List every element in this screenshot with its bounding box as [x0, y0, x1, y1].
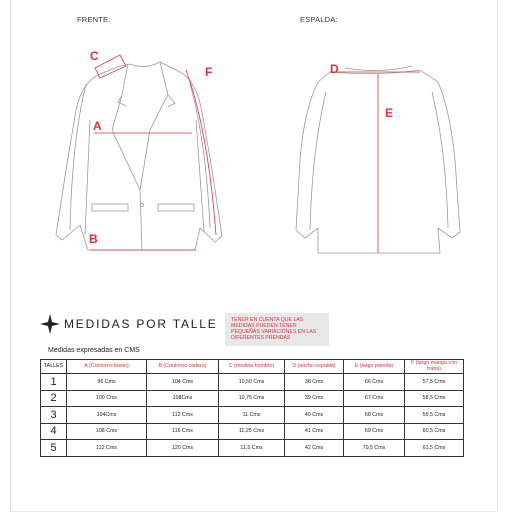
section-title [40, 314, 218, 334]
marker-f-line [186, 70, 216, 235]
front-body-outline [56, 62, 222, 250]
header-cell: F (largo manga con traba) [405, 360, 464, 374]
marker-d-label: D [330, 62, 339, 76]
table-cell: 112 Cms [147, 407, 219, 424]
header-cell: A (Contorno busto) [67, 360, 147, 374]
front-jacket [56, 62, 222, 250]
variation-note: TENER EN CUENTA QUE LAS MEDIDAS PUEDEN TENER PEQUEÑAS VARIACIONES EN LAS DIFERENTES PRENDAS [225, 313, 329, 346]
table-cell: 67 Cms [344, 390, 405, 407]
header-cell: D (ancho espalda) [285, 360, 344, 374]
section-title-text: MEDIDAS POR TALLE [64, 317, 218, 331]
header-cell: B (Contorno cadera) [147, 360, 219, 374]
size-table [40, 359, 464, 457]
table-row [41, 440, 464, 457]
table-cell: 70,5 Cms [344, 440, 405, 457]
size-cell: 5 [41, 440, 67, 457]
header-cell: TALLES [41, 360, 67, 374]
table-row [41, 407, 464, 424]
table-cell: 60,5 Cms [405, 423, 464, 440]
front-center-line [140, 190, 142, 250]
table-cell: 96 Cms [67, 374, 147, 391]
front-left-sleeve [70, 84, 90, 235]
table-cell: 39 Cms [285, 390, 344, 407]
front-measurements [90, 55, 216, 250]
table-cell: 42 Cms [285, 440, 344, 457]
table-cell: 108 Cms [67, 423, 147, 440]
table-cell: 69 Cms [344, 423, 405, 440]
marker-a-label: A [93, 119, 102, 133]
units-caption: Medidas expresadas en CMS [48, 347, 140, 354]
header-cell: C (medida hombro) [219, 360, 285, 374]
table-cell: 58,5 Cms [405, 390, 464, 407]
marker-e-label: E [385, 106, 394, 120]
marker-c-label: C [90, 49, 99, 63]
table-cell: 40 Cms [285, 407, 344, 424]
size-cell: 3 [41, 407, 67, 424]
table-cell: 104Cms [67, 407, 147, 424]
back-view-label: ESPALDA: [300, 15, 338, 24]
size-cell: 2 [41, 390, 67, 407]
table-cell: 66 Cms [344, 374, 405, 391]
table-header-row [41, 360, 464, 374]
table-cell: 68 Cms [344, 407, 405, 424]
table-cell: 38 Cms [285, 374, 344, 391]
table-cell: 116 Cms [147, 423, 219, 440]
table-row [41, 374, 464, 391]
table-cell: 104 Cms [147, 374, 219, 391]
marker-f-label: F [205, 65, 213, 79]
front-collar [112, 62, 168, 190]
table-row [41, 423, 464, 440]
marker-b-label: B [89, 232, 98, 246]
size-cell: 1 [41, 374, 67, 391]
table-cell: 59,5 Cms [405, 407, 464, 424]
table-cell: 11 Cms [219, 407, 285, 424]
front-left-pocket [92, 204, 128, 211]
table-cell: 57,5 Cms [405, 374, 464, 391]
back-measurements [330, 72, 420, 253]
front-button [141, 204, 144, 207]
back-left-sleeve [310, 92, 326, 230]
four-point-star-icon [40, 314, 60, 334]
table-cell: 61,5 Cms [405, 440, 464, 457]
table-cell: 108Cms [147, 390, 219, 407]
table-row [41, 390, 464, 407]
back-collar [345, 66, 412, 71]
front-lapel-notch [118, 95, 175, 107]
size-cell: 4 [41, 423, 67, 440]
table-cell: 11,25 Cms [219, 423, 285, 440]
front-view-label: FRENTE: [77, 15, 111, 24]
table-cell: 112 Cms [67, 440, 147, 457]
table-cell: 41 Cms [285, 423, 344, 440]
table-cell: 10,75 Cms [219, 390, 285, 407]
table-cell: 11,5 Cms [219, 440, 285, 457]
header-cell: E (largo prenda) [344, 360, 405, 374]
front-right-pocket [158, 204, 194, 211]
table-cell: 10,50 Cms [219, 374, 285, 391]
back-right-sleeve [432, 92, 448, 228]
table-cell: 100 Cms [67, 390, 147, 407]
table-cell: 120 Cms [147, 440, 219, 457]
